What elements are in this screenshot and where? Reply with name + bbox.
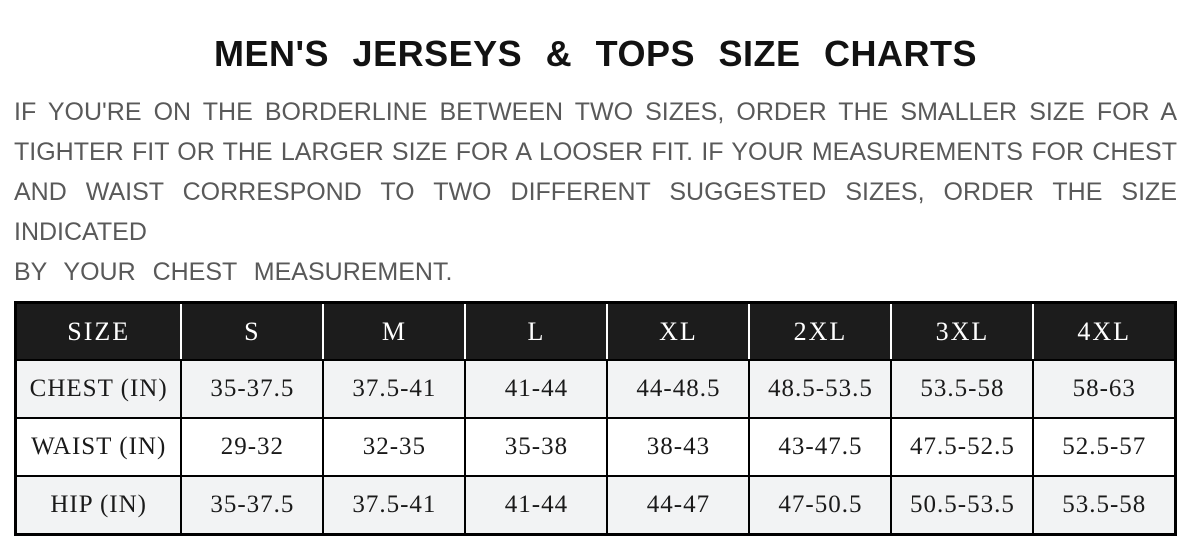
waist-cell-m: 32-35 [323, 418, 465, 476]
intro-line-1: IF YOU'RE ON THE BORDERLINE BETWEEN TWO SIZES, ORDER THE SMALLER SIZE FOR A [14, 98, 1177, 126]
hip-cell-4xl: 53.5-58 [1033, 476, 1175, 535]
column-header-size: SIZE [16, 303, 182, 361]
chest-cell-3xl: 53.5-58 [891, 360, 1033, 418]
intro-paragraph [14, 92, 1177, 292]
hip-cell-3xl: 50.5-53.5 [891, 476, 1033, 535]
chest-cell-4xl: 58-63 [1033, 360, 1175, 418]
size-table [14, 301, 1177, 536]
chest-cell-xl: 44-48.5 [607, 360, 749, 418]
column-header-m: M [323, 303, 465, 361]
hip-cell-s: 35-37.5 [181, 476, 323, 535]
chest-cell-m: 37.5-41 [323, 360, 465, 418]
size-chart-page [0, 33, 1191, 536]
hip-cell-2xl: 47-50.5 [749, 476, 891, 535]
table-row-waist [16, 418, 1176, 476]
column-header-2xl: 2XL [749, 303, 891, 361]
chest-cell-l: 41-44 [465, 360, 607, 418]
hip-cell-m: 37.5-41 [323, 476, 465, 535]
column-header-xl: XL [607, 303, 749, 361]
intro-line-4: BY YOUR CHEST MEASUREMENT. [14, 258, 453, 286]
chest-cell-2xl: 48.5-53.5 [749, 360, 891, 418]
waist-cell-s: 29-32 [181, 418, 323, 476]
waist-cell-3xl: 47.5-52.5 [891, 418, 1033, 476]
hip-cell-l: 41-44 [465, 476, 607, 535]
column-header-l: L [465, 303, 607, 361]
table-row-chest [16, 360, 1176, 418]
intro-line-2: TIGHTER FIT OR THE LARGER SIZE FOR A LOOSER FIT. IF YOUR MEASUREMENTS FOR CHEST [14, 138, 1177, 166]
page-title: MEN'S JERSEYS & TOPS SIZE CHARTS [213, 33, 978, 74]
size-table-header-row [16, 303, 1176, 361]
chest-cell-s: 35-37.5 [181, 360, 323, 418]
waist-cell-2xl: 43-47.5 [749, 418, 891, 476]
column-header-4xl: 4XL [1033, 303, 1175, 361]
table-row-hip [16, 476, 1176, 535]
waist-cell-xl: 38-43 [607, 418, 749, 476]
row-label-waist: WAIST (IN) [16, 418, 182, 476]
hip-cell-xl: 44-47 [607, 476, 749, 535]
waist-cell-l: 35-38 [465, 418, 607, 476]
column-header-3xl: 3XL [891, 303, 1033, 361]
row-label-hip: HIP (IN) [16, 476, 182, 535]
column-header-s: S [181, 303, 323, 361]
row-label-chest: CHEST (IN) [16, 360, 182, 418]
intro-line-3: AND WAIST CORRESPOND TO TWO DIFFERENT SUGGESTED SIZES, ORDER THE SIZE INDICATED [14, 178, 1177, 246]
waist-cell-4xl: 52.5-57 [1033, 418, 1175, 476]
